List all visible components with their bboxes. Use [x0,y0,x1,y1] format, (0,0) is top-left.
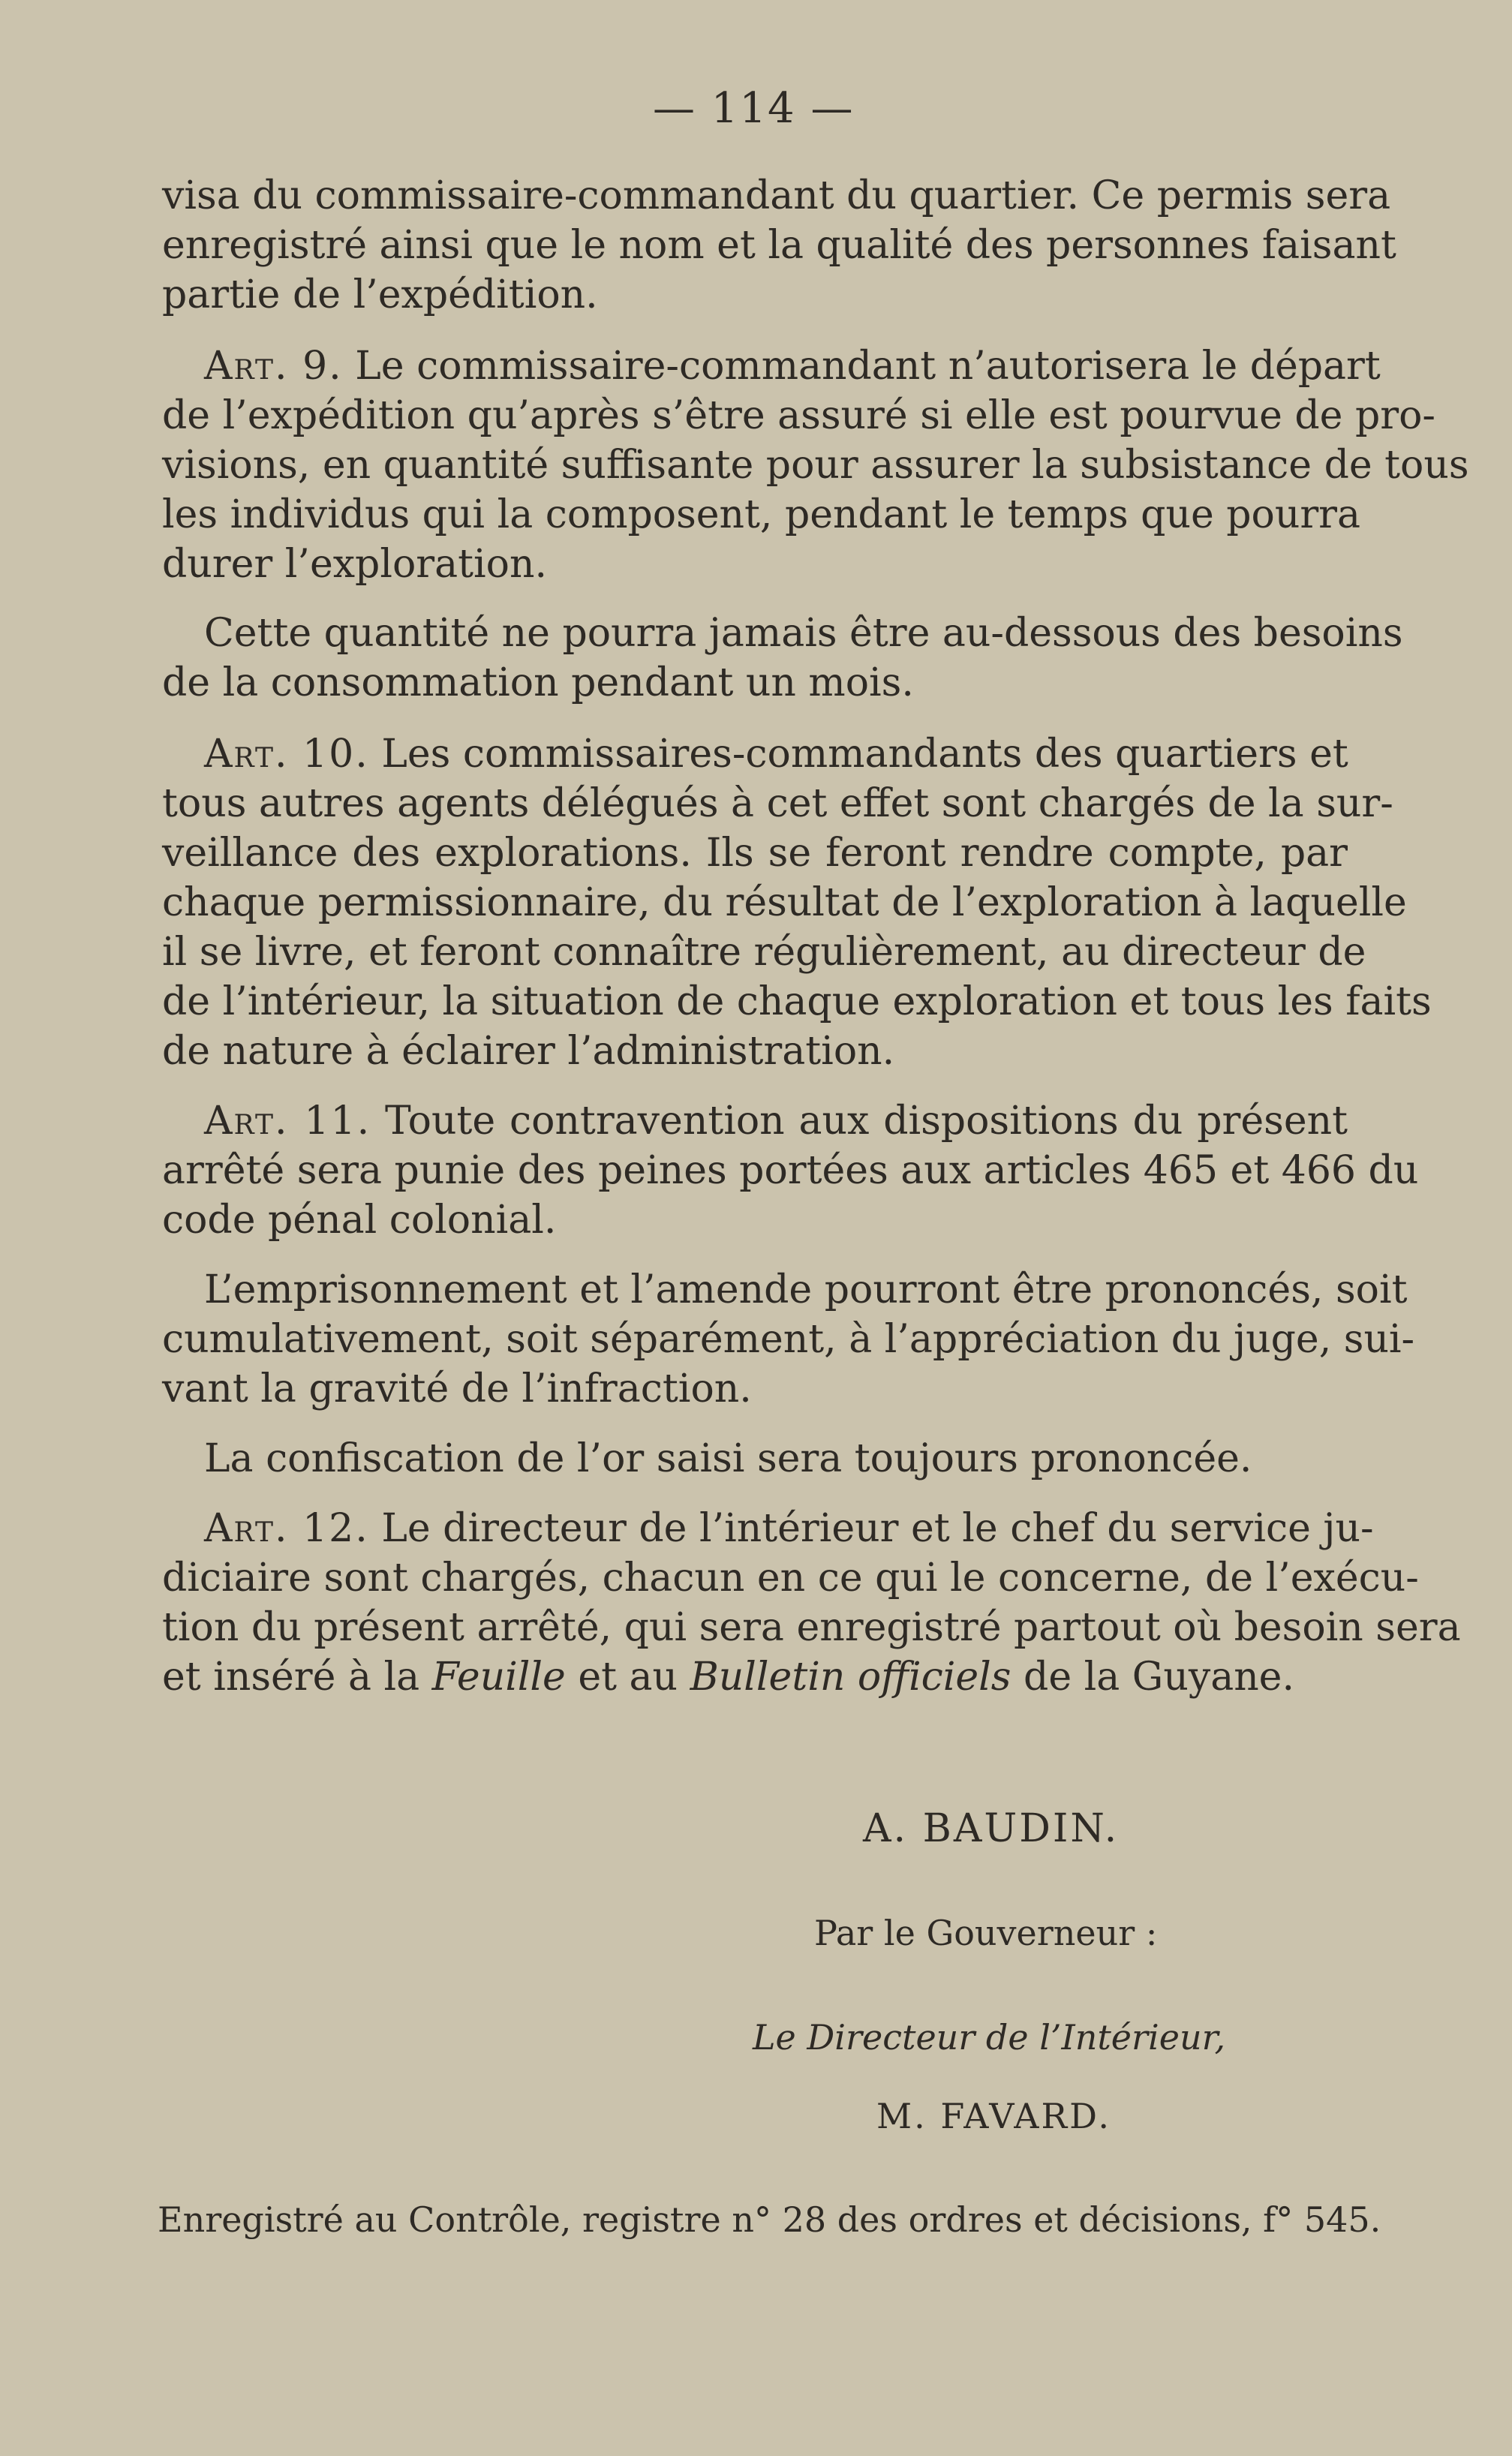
text-line: les individus qui la composent, pendant le temps que pourra [162,492,1361,537]
text-line: partie de l’expédition. [162,272,598,317]
text-span: Toute contravention aux dispositions du présent [385,1099,1348,1144]
signature-par-le-gouverneur: Par le Gouverneur : [814,1913,1158,1953]
text-line: vant la gravité de l’infraction. [162,1366,752,1411]
signature-baudin: A. BAUDIN. [863,1806,1120,1851]
text-line: La confiscation de l’or saisi sera toujours prononcée. [204,1436,1252,1481]
text-line: de la consommation pendant un mois. [162,660,914,705]
registration-note: Enregistré au Contrôle, registre n° 28 des ordres et décisions, f° 545. [158,2199,1381,2240]
text-line: chaque permissionnaire, du résultat de l’exploration à laquelle [162,880,1407,925]
text-line: il se livre, et feront connaître régulièrement, au directeur de [162,930,1366,975]
text-line: L’emprisonnement et l’amende pourront être prononcés, soit [204,1267,1408,1312]
article-11-line [204,1096,1348,1146]
text-line: de nature à éclairer l’administration. [162,1029,895,1074]
article-9-line [204,341,1381,391]
text-line: Cette quantité ne pourra jamais être au-dessous des besoins [204,611,1403,656]
text-span: Le directeur de l’intérieur et le chef du service ju- [381,1506,1374,1551]
article-10-label: Art. 10. [204,732,369,777]
text-line: visa du commissaire-commandant du quartier. Ce permis sera [162,173,1391,218]
text-span: et au [578,1655,678,1700]
page-number: — 114 — [653,84,855,133]
text-line: durer l’exploration. [162,542,547,587]
signature-favard: M. FAVARD. [876,2096,1112,2136]
text-line: tion du présent arrêté, qui sera enregistré partout où besoin sera [162,1605,1461,1650]
text-line: diciaire sont chargés, chacun en ce qui le concerne, de l’exécu- [162,1556,1419,1601]
text-span: Les commissaires-commandants des quartiers et [381,732,1348,777]
text-line: code pénal colonial. [162,1198,557,1243]
article-10-line [204,729,1348,779]
text-line [162,1652,1348,1702]
text-line: de l’expédition qu’après s’être assuré si elle est pourvue de pro- [162,393,1435,438]
text-line: veillance des explorations. Ils se feront rendre compte, par [162,831,1348,876]
text-line: enregistré ainsi que le nom et la qualité des personnes faisant [162,223,1396,268]
signature-directeur: Le Directeur de l’Intérieur, [753,2017,1226,2058]
feuille-italic: Feuille [431,1655,566,1700]
article-9-label: Art. 9. [204,344,343,389]
text-line: de l’intérieur, la situation de chaque exploration et tous les faits [162,979,1432,1024]
article-11-label: Art. 11. [204,1099,371,1144]
text-line: arrêté sera punie des peines portées aux articles 465 et 466 du [162,1148,1419,1193]
text-span: Le commissaire-commandant n’autorisera le départ [355,344,1381,389]
article-12-label: Art. 12. [204,1506,369,1551]
article-12-line [204,1504,1374,1553]
bulletin-italic: Bulletin officiels [690,1655,1012,1700]
text-span: et inséré à la [162,1655,420,1700]
text-span: de la Guyane. [1024,1655,1294,1700]
text-line: cumulativement, soit séparément, à l’appréciation du juge, sui- [162,1317,1415,1362]
text-line: tous autres agents délégués à cet effet sont chargés de la sur- [162,781,1393,826]
text-line: visions, en quantité suffisante pour assurer la subsistance de tous [162,443,1469,488]
